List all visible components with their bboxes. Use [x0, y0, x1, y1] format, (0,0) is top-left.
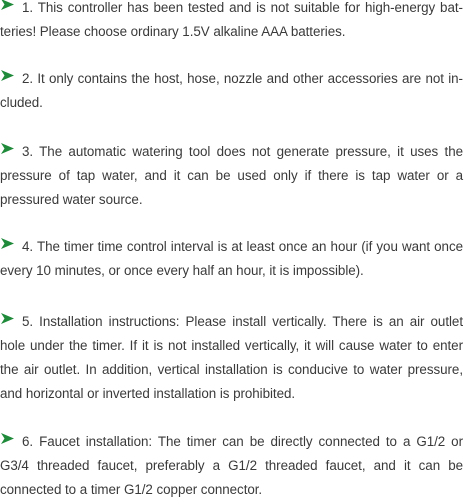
note-text: 5. Installation instructions: Please install vertically. There is an air outlet hole under the timer. If it is not installed vertically, it will cause water to enter the air outlet. In addition, vertical installation is conducive to water pressure, and horizontal or inverted installation is prohibited.: [0, 314, 463, 401]
green-arrowhead-icon: [1, 0, 14, 10]
note-item-contents: [0, 67, 464, 115]
note-item-faucet: [0, 430, 464, 502]
note-item-interval: [0, 235, 464, 283]
note-text: 4. The timer time control interval is at least once an hour (if you want once every 10 minutes, or once every half an hour, it is impossible).: [0, 239, 463, 278]
green-arrowhead-icon: [1, 143, 14, 154]
note-text: 6. Faucet installation: The timer can be directly connected to a G1/2 or G3/4 threaded faucet, preferably a G1/2 threaded faucet, and it can be connected to a timer G1/2 copper connector.: [0, 434, 463, 497]
green-arrowhead-icon: [1, 70, 14, 81]
note-item-pressure: [0, 140, 464, 212]
note-text: 1. This controller has been tested and is not suitable for high-energy batteries! Please choose ordinary 1.5V alkaline AAA batteries.: [0, 0, 463, 39]
note-text: 2. It only contains the host, hose, nozzle and other accessories are not included.: [0, 71, 463, 110]
green-arrowhead-icon: [1, 313, 14, 324]
note-item-installation: [0, 310, 464, 406]
green-arrowhead-icon: [1, 238, 14, 249]
green-arrowhead-icon: [1, 433, 14, 444]
note-item-battery: [0, 0, 464, 44]
note-text: 3. The automatic watering tool does not generate pressure, it uses the pressure of tap water, and it can be used only if there is tap water or a pressured water source.: [0, 144, 463, 207]
